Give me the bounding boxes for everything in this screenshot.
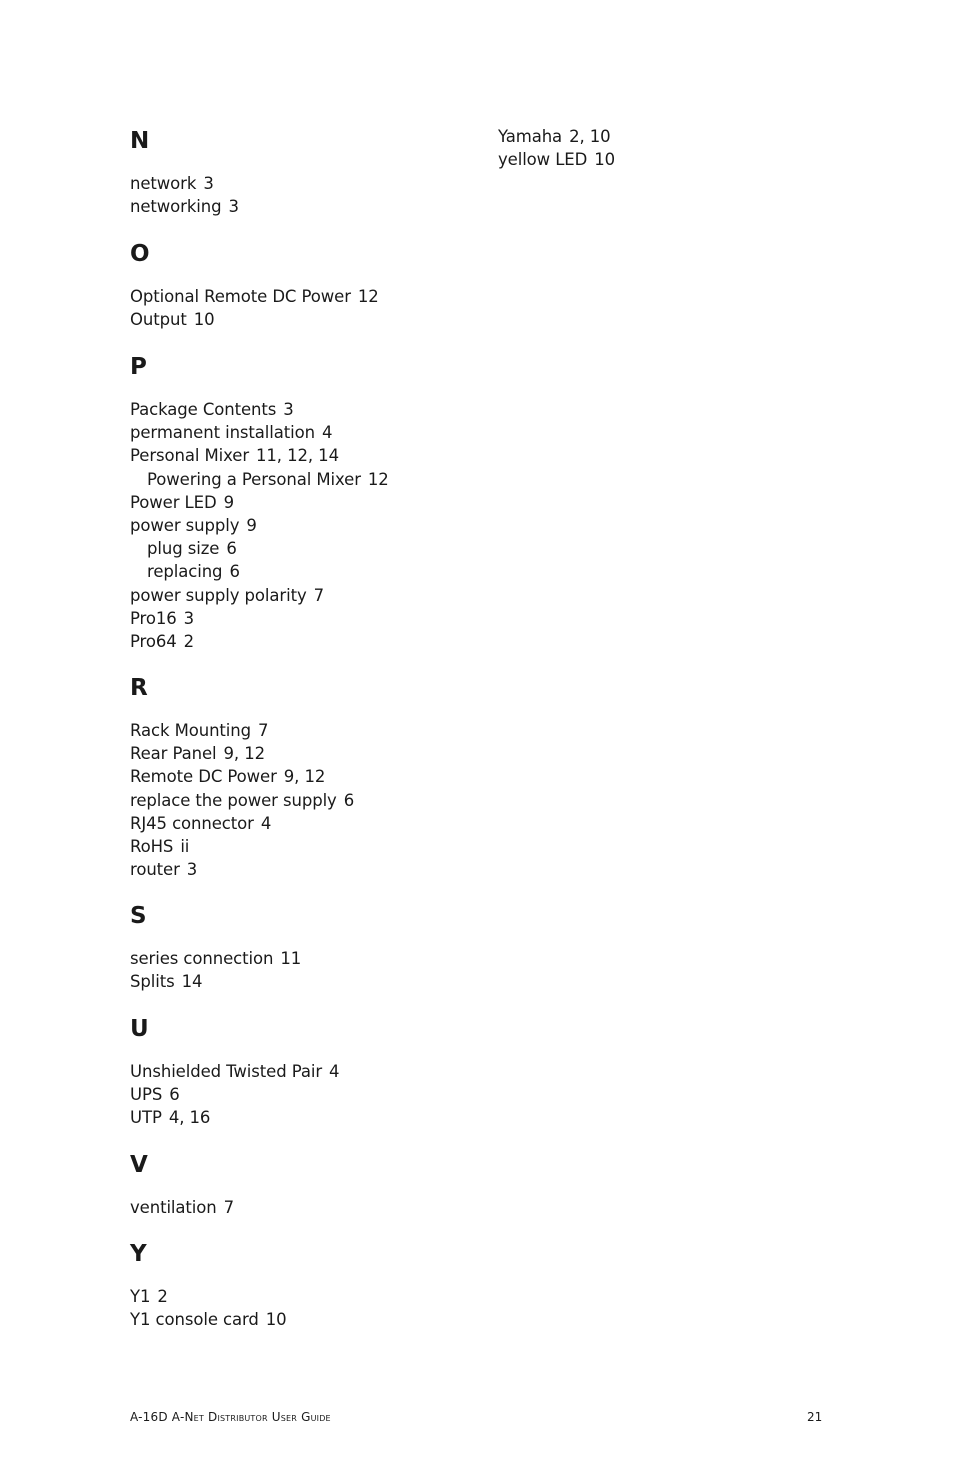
index-page-refs: 10 (193, 310, 215, 330)
footer-title: A-16D A-Net Distributor User Guide (130, 1410, 331, 1424)
section-letter: S (130, 903, 147, 929)
index-page-refs: 6 (343, 790, 355, 810)
index-entry (130, 630, 194, 653)
index-page-refs: 11 (280, 949, 302, 968)
index-entry (130, 491, 234, 514)
index-page-refs: 12 (357, 287, 379, 306)
section-letter: P (130, 354, 147, 380)
index-entry (130, 765, 325, 788)
index-term: router (130, 860, 180, 880)
index-entry (130, 1060, 339, 1083)
index-term: ventilation (130, 1198, 217, 1217)
index-page-refs: 7 (313, 585, 325, 605)
index-page-refs: 3 (203, 174, 214, 193)
index-term: Splits (130, 972, 175, 992)
index-entry (130, 858, 197, 881)
index-page-refs: 12 (367, 469, 389, 489)
index-page-refs: 7 (258, 721, 269, 740)
index-page-refs: 6 (169, 1085, 180, 1105)
index-term: Rear Panel (130, 744, 217, 764)
index-page-refs: 10 (594, 150, 616, 170)
index-entry (130, 742, 265, 765)
section-letter: O (130, 241, 150, 267)
index-entry (130, 1196, 234, 1219)
index-term: UPS (130, 1085, 163, 1105)
index-term: Package Contents (130, 400, 277, 419)
index-entry (130, 1083, 180, 1106)
index-page-refs: 4 (322, 423, 333, 443)
index-term: plug size (147, 539, 220, 559)
index-term: Y1 console card (130, 1310, 259, 1330)
index-term: power supply (130, 516, 240, 535)
index-term: RoHS (130, 837, 174, 856)
index-entry (130, 1106, 210, 1129)
index-entry (130, 789, 354, 812)
index-page-refs: 9 (246, 516, 257, 535)
index-term: Output (130, 310, 187, 330)
index-term: networking (130, 197, 222, 217)
index-term: replacing (147, 562, 223, 582)
index-term: Pro16 (130, 608, 177, 628)
index-entry (130, 444, 339, 467)
index-term: yellow LED (498, 150, 588, 170)
index-subentry (147, 560, 240, 583)
index-entry (130, 308, 215, 331)
index-entry (130, 947, 301, 970)
section-letter: U (130, 1016, 149, 1042)
index-term: network (130, 174, 197, 193)
index-term: Unshielded Twisted Pair (130, 1062, 323, 1081)
index-entry (130, 607, 194, 630)
index-term: Yamaha (498, 127, 563, 146)
index-term: series connection (130, 949, 274, 968)
section-letter: R (130, 675, 148, 701)
index-page-refs: 9, 12 (283, 767, 326, 787)
index-page-refs: 4 (329, 1062, 340, 1081)
index-page-refs: 2 (157, 1287, 168, 1306)
index-entry (130, 421, 332, 444)
index-entry (130, 172, 214, 195)
index-page-refs: ii (180, 837, 190, 856)
index-term: Remote DC Power (130, 767, 277, 787)
index-term: Pro64 (130, 632, 177, 651)
index-term: Y1 (130, 1287, 151, 1306)
index-term: Rack Mounting (130, 721, 252, 740)
section-letter: V (130, 1152, 148, 1178)
footer-page-number: 21 (807, 1410, 823, 1424)
index-page-refs: 2, 10 (569, 127, 611, 146)
index-page-refs: 9, 12 (223, 744, 266, 764)
index-subentry (147, 468, 389, 491)
index-entry (498, 125, 611, 148)
index-term: permanent installation (130, 423, 315, 443)
index-page-refs: 10 (265, 1310, 287, 1330)
index-term: Optional Remote DC Power (130, 287, 351, 306)
index-page-refs: 3 (183, 608, 195, 628)
index-page-refs: 6 (229, 562, 240, 582)
index-page-refs: 3 (186, 860, 198, 880)
index-term: power supply polarity (130, 585, 307, 605)
index-page-refs: 3 (228, 197, 239, 217)
index-entry (130, 514, 257, 537)
index-term: Power LED (130, 492, 217, 512)
index-term: replace the power supply (130, 790, 337, 810)
index-page-refs: 6 (226, 539, 237, 559)
index-entry (130, 285, 379, 308)
index-entry (130, 1308, 287, 1331)
index-page-refs: 2 (183, 632, 195, 651)
index-entry (130, 812, 271, 835)
index-entry (130, 584, 324, 607)
index-term: UTP (130, 1108, 162, 1128)
index-page-refs: 7 (223, 1198, 235, 1217)
section-letter: N (130, 128, 150, 154)
index-page-refs: 3 (283, 400, 294, 419)
index-page-refs: 4 (260, 813, 272, 833)
index-page-refs: 4, 16 (168, 1108, 211, 1128)
index-entry (130, 970, 202, 993)
index-entry (130, 719, 268, 742)
index-term: Powering a Personal Mixer (147, 469, 361, 489)
index-entry (498, 148, 615, 171)
section-letter: Y (130, 1241, 147, 1267)
index-term: Personal Mixer (130, 446, 249, 466)
index-entry (130, 1285, 168, 1308)
index-entry (130, 195, 239, 218)
index-term: RJ45 connector (130, 813, 254, 833)
index-subentry (147, 537, 237, 560)
index-page-refs: 14 (181, 972, 203, 992)
index-entry (130, 835, 189, 858)
index-entry (130, 398, 294, 421)
index-page-refs: 11, 12, 14 (256, 446, 339, 466)
index-page-refs: 9 (223, 492, 234, 512)
